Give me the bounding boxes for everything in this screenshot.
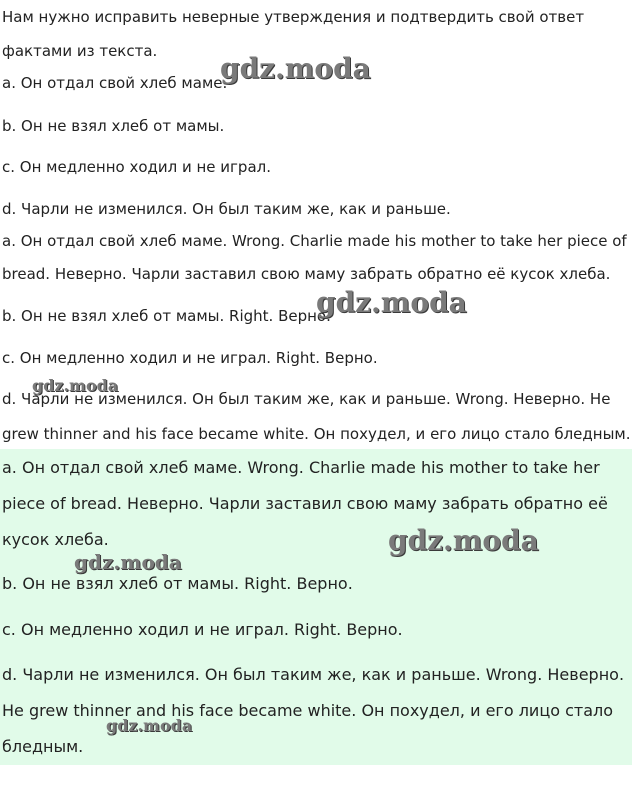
answer-box <box>0 449 632 765</box>
statement-b: b. Он не взял хлеб от мамы. <box>2 117 225 135</box>
watermark-logo: gdz.moda <box>106 716 193 735</box>
box-answer-a-line-2: piece of bread. Неверно. Чарли заставил свою маму забрать обратно её <box>2 494 608 513</box>
watermark-logo: gdz.moda <box>316 286 467 319</box>
watermark-logo: gdz.moda <box>74 550 182 574</box>
box-answer-b: b. Он не взял хлеб от мамы. Right. Верно. <box>2 574 353 593</box>
answer-b: b. Он не взял хлеб от мамы. Right. Верно. <box>2 307 331 325</box>
answer-a-line-1: a. Он отдал свой хлеб маме. Wrong. Charlie made his mother to take her piece of <box>2 232 627 250</box>
watermark-logo: gdz.moda <box>220 52 371 85</box>
answer-d-line-1: d. Чарли не изменился. Он был таким же, как и раньше. Wrong. Неверно. Не <box>2 390 611 408</box>
answer-d-line-2: grew thinner and his face became white. Он похудел, и его лицо стало бледным. <box>2 425 631 443</box>
statement-a: a. Он отдал свой хлеб маме. <box>2 74 228 92</box>
box-answer-a-line-1: a. Он отдал свой хлеб маме. Wrong. Charlie made his mother to take her <box>2 458 600 477</box>
watermark-logo: gdz.moda <box>32 376 119 395</box>
intro-line-1: Нам нужно исправить неверные утверждения и подтвердить свой ответ <box>2 8 585 26</box>
answer-c: c. Он медленно ходил и не играл. Right. Верно. <box>2 349 378 367</box>
watermark-logo: gdz.moda <box>388 524 539 557</box>
box-answer-d-line-3: бледным. <box>2 737 84 756</box>
intro-line-2: фактами из текста. <box>2 42 158 60</box>
statement-d: d. Чарли не изменился. Он был таким же, как и раньше. <box>2 200 451 218</box>
box-answer-d-line-1: d. Чарли не изменился. Он был таким же, как и раньше. Wrong. Неверно. <box>2 665 625 684</box>
box-answer-c: c. Он медленно ходил и не играл. Right. Верно. <box>2 620 403 639</box>
statement-c: c. Он медленно ходил и не играл. <box>2 158 272 176</box>
box-answer-d-line-2: He grew thinner and his face became white. Он похудел, и его лицо стало <box>2 701 614 720</box>
box-answer-a-line-3: кусок хлеба. <box>2 530 109 549</box>
answer-a-line-2: bread. Неверно. Чарли заставил свою маму забрать обратно её кусок хлеба. <box>2 265 611 283</box>
